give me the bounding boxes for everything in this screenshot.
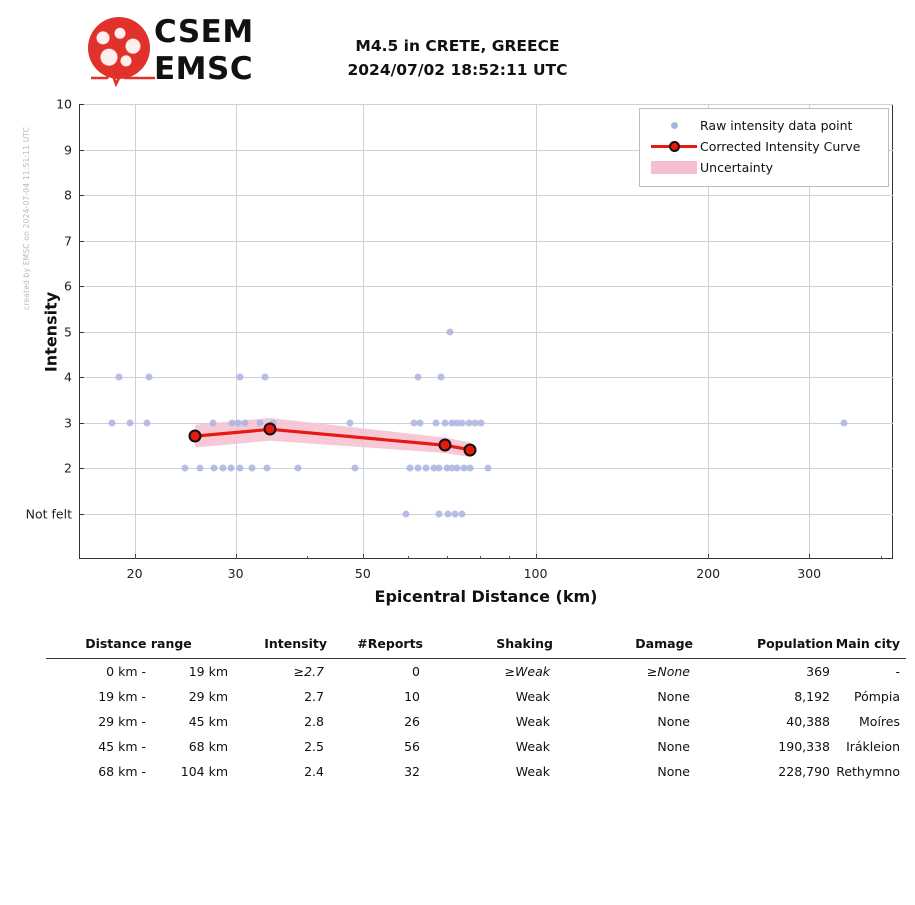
x-tick-label: 300 — [797, 566, 822, 581]
y-tick-mark — [79, 468, 84, 469]
cell-intensity: ≥2.7 — [293, 664, 324, 679]
x-tick-mark-minor — [881, 556, 882, 559]
raw-data-point — [146, 374, 153, 381]
gridline-vertical — [536, 104, 537, 559]
y-tick-label: Not felt — [25, 506, 72, 521]
cell-main-city: Irákleion — [846, 739, 900, 754]
cell-population: 190,338 — [778, 739, 830, 754]
y-axis-label: Intensity — [41, 291, 61, 372]
raw-data-point — [196, 465, 203, 472]
legend-item-raw — [648, 115, 880, 136]
table-row — [46, 659, 906, 684]
curve-marker — [464, 443, 477, 456]
legend-uncertainty-label: Uncertainty — [700, 160, 774, 175]
y-tick-mark — [79, 195, 84, 196]
x-tick-mark-minor — [408, 556, 409, 559]
x-tick-mark-minor — [536, 556, 537, 559]
cell-distance-from: 19 km - — [98, 689, 146, 704]
cell-population: 228,790 — [778, 764, 830, 779]
x-tick-label: 30 — [227, 566, 244, 581]
creation-watermark: created by EMSC on 2024-07-04 11:51:11 UTC — [22, 126, 31, 310]
cell-reports: 26 — [404, 714, 420, 729]
y-tick-mark — [79, 150, 84, 151]
raw-data-point — [423, 465, 430, 472]
y-tick-mark — [79, 104, 84, 105]
raw-data-point — [182, 465, 189, 472]
raw-data-point — [262, 374, 269, 381]
x-tick-mark-minor — [509, 556, 510, 559]
gridline-horizontal — [79, 332, 893, 333]
cell-main-city: Moíres — [859, 714, 900, 729]
th-reports: #Reports — [357, 636, 423, 651]
raw-data-point — [407, 465, 414, 472]
cell-damage: None — [657, 739, 690, 754]
cell-distance-to: 45 km — [188, 714, 228, 729]
cell-distance-from: 45 km - — [98, 739, 146, 754]
cell-reports: 10 — [404, 689, 420, 704]
x-tick-mark-minor — [809, 556, 810, 559]
legend-raw-swatch — [648, 117, 700, 135]
cell-shaking: Weak — [515, 764, 550, 779]
x-axis-label: Epicentral Distance (km) — [374, 587, 598, 606]
page-subtitle: 2024/07/02 18:52:11 UTC — [347, 61, 568, 79]
gridline-horizontal — [79, 423, 893, 424]
y-tick-label: 5 — [64, 324, 72, 339]
gridline-horizontal — [79, 377, 893, 378]
x-tick-mark-minor — [363, 556, 364, 559]
cell-distance-from: 68 km - — [98, 764, 146, 779]
cell-damage: None — [657, 764, 690, 779]
y-tick-mark — [79, 423, 84, 424]
legend-item-curve — [648, 136, 880, 157]
x-tick-mark-minor — [447, 556, 448, 559]
cell-reports: 32 — [404, 764, 420, 779]
cell-intensity: 2.7 — [304, 689, 324, 704]
cell-intensity: 2.4 — [304, 764, 324, 779]
gridline-horizontal — [79, 514, 893, 515]
raw-data-point — [484, 465, 491, 472]
raw-data-point — [143, 419, 150, 426]
raw-data-point — [235, 419, 242, 426]
raw-data-point — [248, 465, 255, 472]
th-damage: Damage — [635, 636, 693, 651]
x-tick-mark-minor — [307, 556, 308, 559]
raw-data-point — [257, 419, 264, 426]
raw-data-point — [441, 419, 448, 426]
raw-data-point — [415, 465, 422, 472]
raw-data-point — [210, 419, 217, 426]
cell-shaking: ≥Weak — [504, 664, 550, 679]
y-tick-mark — [79, 514, 84, 515]
raw-data-point — [478, 419, 485, 426]
cell-distance-to: 29 km — [188, 689, 228, 704]
y-tick-mark — [79, 241, 84, 242]
table-body — [46, 659, 906, 784]
table-row — [46, 684, 906, 709]
logo-text-csem: CSEM — [154, 14, 254, 50]
legend-curve-swatch — [648, 138, 700, 156]
x-tick-mark-minor — [480, 556, 481, 559]
corrected-curve-layer — [79, 104, 379, 254]
curve-marker — [189, 430, 202, 443]
x-tick-label: 50 — [354, 566, 371, 581]
y-tick-mark — [79, 377, 84, 378]
legend-item-uncertainty — [648, 157, 880, 178]
chart-legend — [639, 108, 889, 187]
y-tick-label: 10 — [56, 96, 72, 112]
cell-population: 369 — [806, 664, 830, 679]
cell-damage: ≥None — [646, 664, 690, 679]
raw-data-point — [263, 465, 270, 472]
raw-data-point — [236, 465, 243, 472]
cell-damage: None — [657, 689, 690, 704]
raw-data-point — [219, 465, 226, 472]
th-shaking: Shaking — [496, 636, 553, 651]
x-tick-mark-minor — [135, 556, 136, 559]
raw-data-point — [436, 465, 443, 472]
cell-distance-from: 29 km - — [98, 714, 146, 729]
legend-raw-label: Raw intensity data point — [700, 118, 853, 133]
raw-data-point — [840, 419, 847, 426]
raw-data-point — [352, 465, 359, 472]
y-tick-mark — [79, 332, 84, 333]
raw-data-point — [242, 419, 249, 426]
th-main-city: Main city — [835, 636, 900, 651]
cell-damage: None — [657, 714, 690, 729]
raw-data-point — [347, 419, 354, 426]
cell-distance-to: 19 km — [188, 664, 228, 679]
raw-data-point — [417, 419, 424, 426]
legend-curve-label: Corrected Intensity Curve — [700, 139, 861, 154]
curve-marker — [264, 423, 277, 436]
raw-data-point — [109, 419, 116, 426]
cell-shaking: Weak — [515, 714, 550, 729]
x-tick-mark-minor — [708, 556, 709, 559]
x-tick-label: 20 — [126, 566, 143, 581]
logo-text-emsc: EMSC — [154, 51, 254, 87]
th-distance-range: Distance range — [85, 636, 192, 651]
y-tick-mark — [79, 286, 84, 287]
th-intensity: Intensity — [264, 636, 327, 651]
cell-distance-from: 0 km - — [106, 664, 146, 679]
raw-data-point — [415, 374, 422, 381]
page-title: M4.5 in CRETE, GREECE — [355, 37, 560, 55]
gridline-horizontal — [79, 286, 893, 287]
cell-intensity: 2.5 — [304, 739, 324, 754]
cell-population: 8,192 — [794, 689, 830, 704]
cell-distance-to: 104 km — [180, 764, 228, 779]
y-tick-label: 2 — [64, 460, 72, 476]
cell-population: 40,388 — [786, 714, 830, 729]
raw-data-point — [467, 465, 474, 472]
raw-data-point — [236, 374, 243, 381]
curve-marker — [438, 439, 451, 452]
legend-uncertainty-swatch — [648, 159, 700, 177]
th-population: Population — [756, 636, 833, 651]
cell-reports: 56 — [404, 739, 420, 754]
y-tick-label: 7 — [64, 233, 72, 248]
cell-shaking: Weak — [515, 689, 550, 704]
raw-data-point — [459, 510, 466, 517]
raw-data-point — [210, 465, 217, 472]
table-row — [46, 759, 906, 784]
y-tick-label: 6 — [64, 278, 72, 294]
intensity-summary-table — [46, 636, 906, 784]
cell-main-city: Rethymno — [836, 764, 900, 779]
cell-main-city: Pómpia — [854, 689, 900, 704]
x-tick-label: 200 — [696, 566, 721, 581]
cell-intensity: 2.8 — [304, 714, 324, 729]
raw-data-point — [126, 419, 133, 426]
cell-main-city: - — [895, 664, 900, 679]
table-row — [46, 734, 906, 759]
table-row — [46, 709, 906, 734]
raw-data-point — [438, 374, 445, 381]
cell-shaking: Weak — [515, 739, 550, 754]
raw-data-point — [116, 374, 123, 381]
cell-distance-to: 68 km — [188, 739, 228, 754]
raw-data-point — [447, 328, 454, 335]
raw-data-point — [445, 510, 452, 517]
raw-data-point — [432, 419, 439, 426]
y-tick-label: 8 — [64, 187, 72, 203]
raw-data-point — [228, 465, 235, 472]
table-header-row — [46, 636, 906, 658]
raw-data-point — [403, 510, 410, 517]
y-tick-label: 4 — [64, 369, 72, 385]
x-tick-mark-minor — [236, 556, 237, 559]
cell-reports: 0 — [412, 664, 420, 679]
y-tick-label: 3 — [64, 415, 72, 430]
raw-data-point — [436, 510, 443, 517]
y-tick-label: 9 — [64, 142, 72, 157]
x-tick-label: 100 — [523, 566, 548, 581]
raw-data-point — [294, 465, 301, 472]
